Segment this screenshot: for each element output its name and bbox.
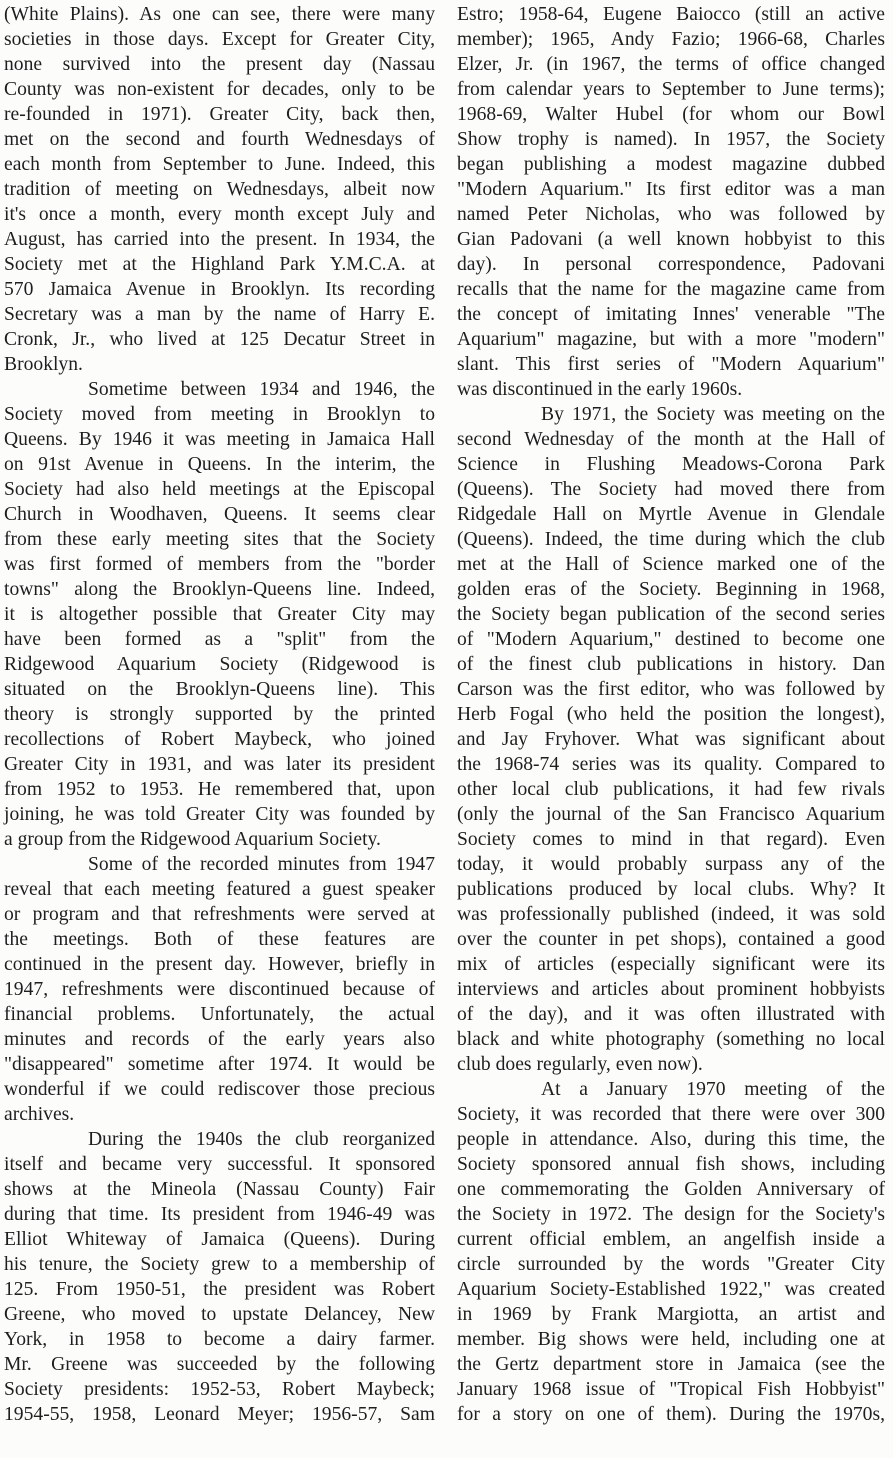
text-line: each month from September to June. Indeed, this [4,154,435,175]
text-line: slant. This first series of "Modern Aquarium" [457,354,885,375]
text-line: Elliot Whiteway of Jamaica (Queens). During [4,1229,435,1250]
text-line: Society presidents: 1952-53, Robert Maybeck; [4,1379,435,1400]
text-line: it is altogether possible that Greater City may [4,604,435,625]
paragraph [4,377,435,852]
text-line: "Modern Aquarium." Its first editor was a man [457,179,885,200]
text-line: Society sponsored annual fish shows, including [457,1154,885,1175]
text-line: publications produced by local clubs. Why? It [457,879,885,900]
text-line: re-founded in 1971). Greater City, back then, [4,104,435,125]
text-line: (Queens). The Society had moved there from [457,479,885,500]
text-line: began publishing a modest magazine dubbed [457,154,885,175]
text-line: Society comes to mind in that regard). Even [457,829,885,850]
text-line: At a January 1970 meeting of the [541,1079,885,1100]
text-line: Society met at the Highland Park Y.M.C.A. at [4,254,435,275]
text-line: wonderful if we could rediscover those precious [4,1079,435,1100]
text-line: Queens. By 1946 it was meeting in Jamaica Hall [4,429,435,450]
text-line: joining, he was told Greater City was founded by [4,804,435,825]
text-line: recalls that the name for the magazine came from [457,279,885,300]
text-line: today, it would probably surpass any of the [457,854,885,875]
text-line: in 1969 by Frank Margiotta, an artist and [457,1304,885,1325]
text-line: Gian Padovani (a well known hobbyist to this [457,229,885,250]
text-line: Elzer, Jr. (in 1967, the terms of office changed [457,54,885,75]
text-line: Brooklyn. [4,354,83,375]
text-line: 125. From 1950-51, the president was Robert [4,1279,435,1300]
text-line: the Society in 1972. The design for the Society's [457,1204,885,1225]
text-line: Herb Fogal (who held the position the longest), [457,704,885,725]
text-line: his tenure, the Society grew to a membership of [4,1254,435,1275]
text-line: member); 1965, Andy Fazio; 1966-68, Charles [457,29,885,50]
text-line: (White Plains). As one can see, there were many [4,4,435,25]
text-line: financial problems. Unfortunately, the actual [4,1004,435,1025]
text-line: for a story on one of them). During the 1970s, [457,1404,885,1425]
text-line: situated on the Brooklyn-Queens line). This [4,679,435,700]
text-line: Society had also held meetings at the Episcopal [4,479,435,500]
text-line: other local club publications, it had few rivals [457,779,885,800]
text-line: and Jay Fryhover. What was significant about [457,729,885,750]
text-line: "disappeared" sometime after 1974. It would be [4,1054,435,1075]
text-line: was first formed of members from the "border [4,554,435,575]
paragraph [4,1127,435,1427]
text-line: towns" along the Brooklyn-Queens line. Indeed, [4,579,435,600]
text-line: second Wednesday of the month at the Hall of [457,429,885,450]
text-line: of the finest club publications in history. Dan [457,654,885,675]
text-line: have been formed as a "split" from the [4,629,435,650]
text-line: Some of the recorded minutes from 1947 [88,854,435,875]
text-line: January 1968 issue of "Tropical Fish Hobbyist" [457,1379,885,1400]
text-line: August, has carried into the present. In 1934, the [4,229,435,250]
text-line: of "Modern Aquarium," destined to become one [457,629,885,650]
text-line: By 1971, the Society was meeting on the [541,404,885,425]
text-line: one commemorating the Golden Anniversary of [457,1179,885,1200]
text-line: interviews and articles about prominent hobbyists [457,979,885,1000]
text-line: Society, it was recorded that there were over 300 [457,1104,885,1125]
paragraph [4,2,435,377]
text-line: current official emblem, an angelfish inside a [457,1229,885,1250]
text-column-right [457,2,885,1427]
text-line: Ridgewood Aquarium Society (Ridgewood is [4,654,435,675]
text-line: (only the journal of the San Francisco Aquarium [457,804,885,825]
text-column-left [4,2,435,1427]
text-line: minutes and records of the early years also [4,1029,435,1050]
text-line: Cronk, Jr., who lived at 125 Decatur Street in [4,329,435,350]
text-line: black and white photography (something no local [457,1029,885,1050]
text-line: itself and became very successful. It sponsored [4,1154,435,1175]
text-line: none survived into the present day (Nassau [4,54,435,75]
text-line: from calendar years to September to June terms); [457,79,885,100]
text-line: member. Big shows were held, including one at [457,1329,885,1350]
text-line: 570 Jamaica Avenue in Brooklyn. Its recording [4,279,435,300]
paragraph [457,1077,885,1427]
text-line: Mr. Greene was succeeded by the following [4,1354,435,1375]
text-line: or program and that refreshments were served at [4,904,435,925]
text-line: people in attendance. Also, during this time, the [457,1129,885,1150]
paragraph [457,2,885,402]
text-line: a group from the Ridgewood Aquarium Society. [4,829,381,850]
paragraph [4,852,435,1127]
text-line: from these early meeting sites that the Society [4,529,435,550]
text-line: 1968-69, Walter Hubel (for whom our Bowl [457,104,885,125]
text-line: Secretary was a man by the name of Harry E. [4,304,435,325]
text-line: Church in Woodhaven, Queens. It seems clear [4,504,435,525]
text-line: circle surrounded by the words "Greater City [457,1254,885,1275]
text-line: Aquarium" magazine, but with a more "modern" [457,329,885,350]
text-line: theory is strongly supported by the printed [4,704,435,725]
text-line: 1954-55, 1958, Leonard Meyer; 1956-57, Sam [4,1404,435,1425]
text-line: Science in Flushing Meadows-Corona Park [457,454,885,475]
text-line: met at the Hall of Science marked one of the [457,554,885,575]
text-line: on 91st Avenue in Queens. In the interim, the [4,454,435,475]
text-line: 1947, refreshments were discontinued because of [4,979,435,1000]
text-line: from 1952 to 1953. He remembered that, upon [4,779,435,800]
text-line: Sometime between 1934 and 1946, the [88,379,435,400]
text-line: Aquarium Society-Established 1922," was created [457,1279,885,1300]
text-line: the meetings. Both of these features are [4,929,435,950]
text-line: Greene, who moved to upstate Delancey, New [4,1304,435,1325]
text-line: reveal that each meeting featured a guest speaker [4,879,435,900]
text-line: day). In personal correspondence, Padovani [457,254,885,275]
text-line: County was non-existent for decades, only to be [4,79,435,100]
text-line: the Society began publication of the second series [457,604,885,625]
paragraph [457,402,885,1077]
text-line: the 1968-74 series was its quality. Compared to [457,754,885,775]
text-line: archives. [4,1104,75,1125]
text-line: golden eras of the Society. Beginning in 1968, [457,579,885,600]
text-line: during that time. Its president from 1946-49 was [4,1204,435,1225]
text-line: Carson was the first editor, who was followed by [457,679,885,700]
text-line: it's once a month, every month except July and [4,204,435,225]
text-line: over the counter in pet shops), contained a good [457,929,885,950]
text-line: the Gertz department store in Jamaica (see the [457,1354,885,1375]
text-line: the concept of imitating Innes' venerable "The [457,304,885,325]
text-line: met on the second and fourth Wednesdays of [4,129,435,150]
text-line: was professionally published (indeed, it was sold [457,904,885,925]
text-line: societies in those days. Except for Greater City, [4,29,435,50]
text-line: of the day), and it was often illustrated with [457,1004,885,1025]
text-line: Ridgedale Hall on Myrtle Avenue in Glendale [457,504,885,525]
text-line: Estro; 1958-64, Eugene Baiocco (still an active [457,4,885,25]
text-line: (Queens). Indeed, the time during which the club [457,529,885,550]
text-line: continued in the present day. However, briefly in [4,954,435,975]
text-line: Greater City in 1931, and was later its president [4,754,435,775]
text-line: shows at the Mineola (Nassau County) Fair [4,1179,435,1200]
text-line: tradition of meeting on Wednesdays, albeit now [4,179,435,200]
text-line: Society moved from meeting in Brooklyn to [4,404,435,425]
text-line: York, in 1958 to become a dairy farmer. [4,1329,435,1350]
text-line: recollections of Robert Maybeck, who joined [4,729,435,750]
text-line: mix of articles (especially significant were its [457,954,885,975]
text-line: was discontinued in the early 1960s. [457,379,743,400]
text-line: Show trophy is named). In 1957, the Society [457,129,885,150]
text-line: During the 1940s the club reorganized [88,1129,435,1150]
text-line: named Peter Nicholas, who was followed by [457,204,885,225]
text-line: club does regularly, even now). [457,1054,703,1075]
